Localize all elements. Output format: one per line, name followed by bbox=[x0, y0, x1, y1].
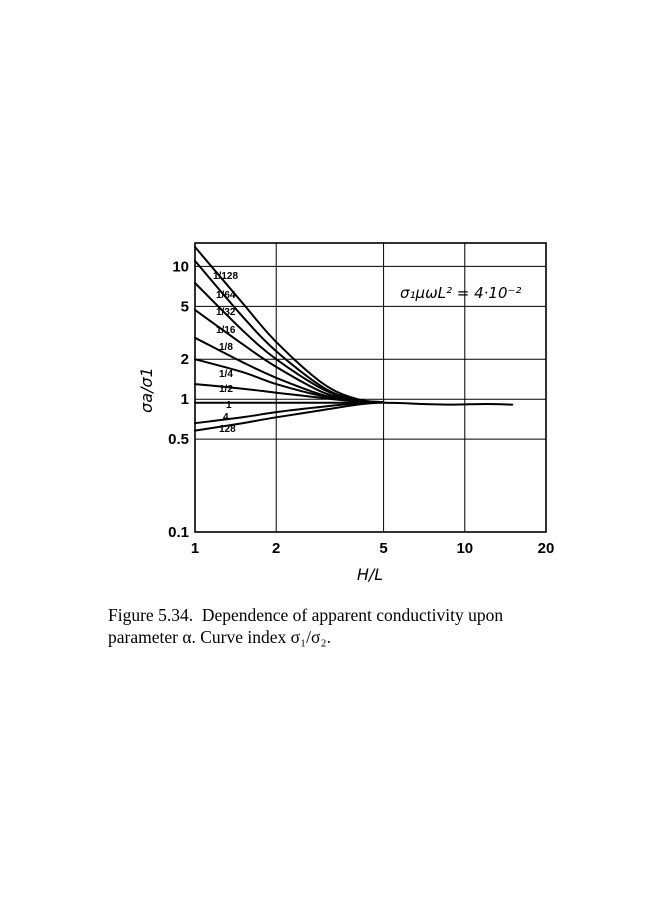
curve-label: 128 bbox=[219, 424, 236, 435]
curve-label: 1/4 bbox=[219, 369, 233, 380]
curve-label: 1/16 bbox=[216, 325, 236, 336]
x-tick-label: 20 bbox=[537, 540, 555, 557]
y-tick-label: 2 bbox=[180, 351, 189, 369]
parameter-annotation: σ₁μωL² = 4·10⁻² bbox=[400, 284, 522, 302]
curve-label: 1/128 bbox=[213, 271, 239, 282]
y-tick-label: 1 bbox=[180, 391, 189, 409]
x-tick-label: 10 bbox=[456, 540, 474, 557]
curve-label: 1/8 bbox=[219, 342, 233, 353]
y-tick-label: 5 bbox=[180, 298, 189, 316]
y-axis-label: σa/σ1 bbox=[137, 367, 156, 413]
caption-line-2: parameter α. Curve index σ₁/σ₂. bbox=[108, 627, 331, 647]
curve-label: 1/32 bbox=[216, 307, 236, 318]
curve-1-4 bbox=[195, 359, 384, 402]
figure-caption bbox=[108, 604, 588, 648]
caption-line-1: Figure 5.34. Dependence of apparent conductivity upon bbox=[108, 605, 504, 625]
y-tick-label: 0.1 bbox=[168, 524, 189, 541]
curve-label: 1 bbox=[226, 400, 232, 411]
x-tick-label: 1 bbox=[190, 540, 200, 557]
x-tick-label: 2 bbox=[272, 540, 281, 557]
x-axis-label: H/L bbox=[356, 565, 384, 584]
y-tick-label: 10 bbox=[172, 258, 189, 276]
curve-label: 4 bbox=[223, 412, 229, 423]
y-tick-label: 0.5 bbox=[168, 431, 189, 449]
curve-label: 1/2 bbox=[219, 384, 233, 395]
x-tick-label: 5 bbox=[379, 540, 388, 557]
curve-label: 1/64 bbox=[216, 290, 236, 301]
